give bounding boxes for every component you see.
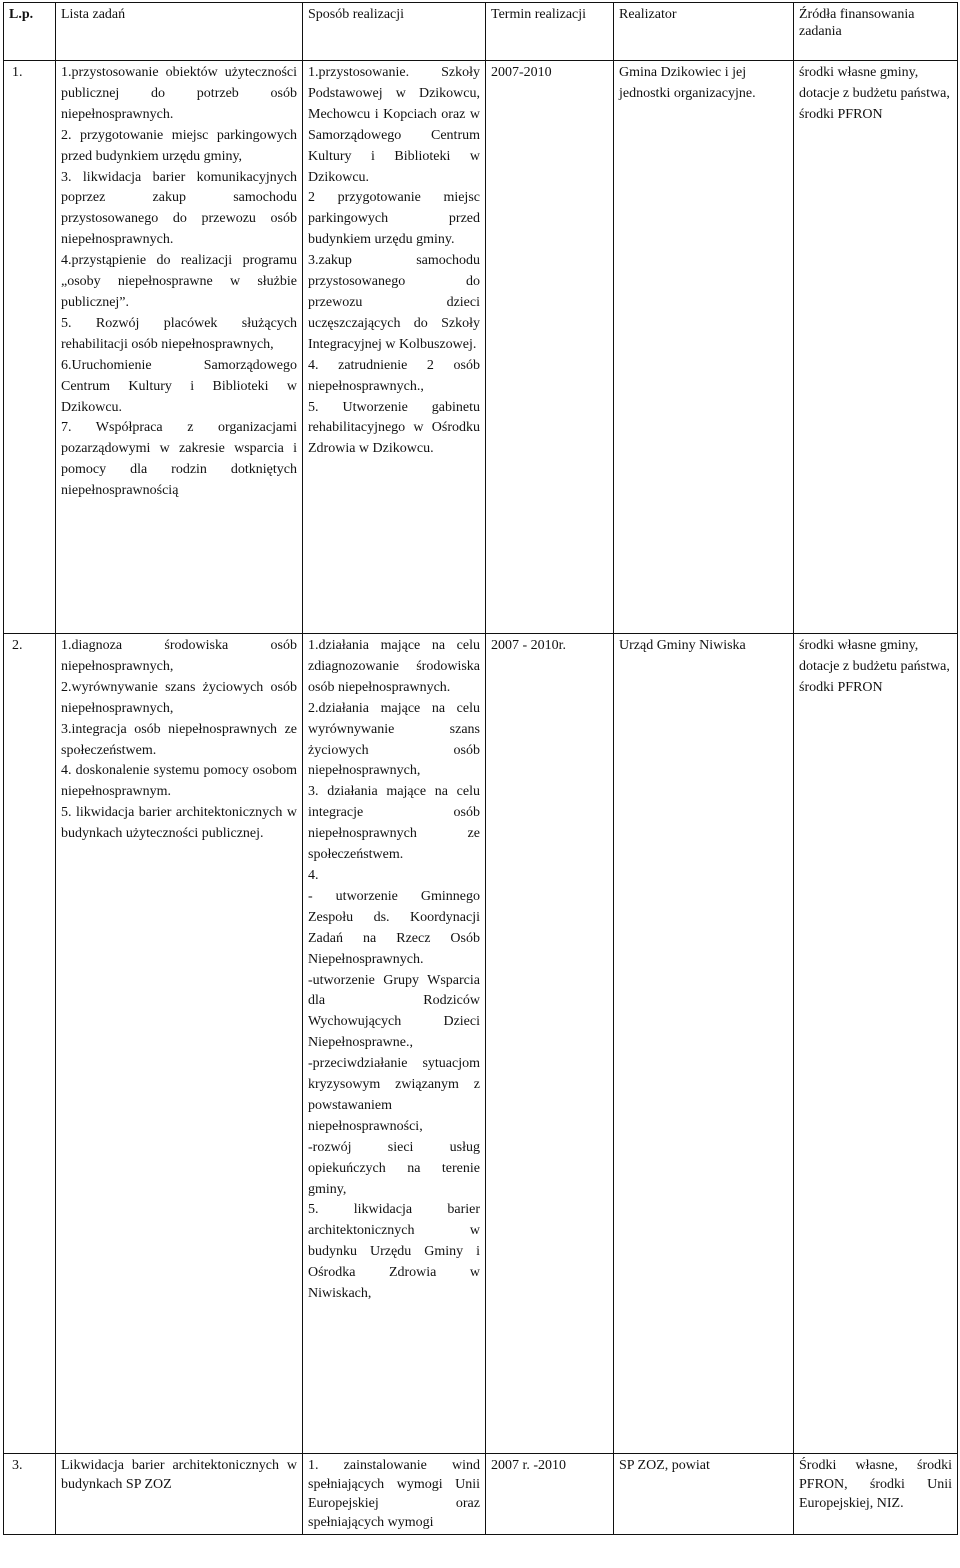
task-item: 4.przystąpienie do realizacji programu „osoby niepełnosprawne w służbie publicznej”. <box>61 253 297 310</box>
method-item: 2.działania mające na celu wyrównywanie szans życiowych osób niepełnosprawnych, <box>308 700 480 779</box>
method-item: 2 przygotowanie miejsc parkingowych przed budynkiem urzędu gminy. <box>308 190 480 248</box>
table-row <box>4 61 958 634</box>
method-item: - utworzenie Gminnego Zespołu ds. Koordynacji Zadań na Rzecz Osób Niepełnosprawnych. <box>308 888 480 967</box>
row-funding: środki własne gminy, dotacje z budżetu państwa, środki PFRON <box>794 634 958 1454</box>
table-row <box>4 1454 958 1535</box>
method-item: 3. działania mające na celu integracje osób niepełnosprawnych ze społeczeństwem. <box>308 784 480 863</box>
method-item: 1.działania mające na celu zdiagnozowanie środowiska osób niepełnosprawnych. <box>308 638 480 695</box>
header-funding: Źródła finansowania zadania <box>794 3 958 61</box>
task-item: 3.integracja osób niepełnosprawnych ze społeczeństwem. <box>61 721 297 758</box>
method-item: 1. zainstalowanie wind spełniających wymogi Unii Europejskiej oraz spełniających wymogi <box>308 1458 480 1530</box>
method-item: -utworzenie Grupy Wsparcia dla Rodziców Wychowujących Dzieci Niepełnosprawne., <box>308 972 480 1051</box>
task-item: 5. likwidacja barier architektonicznych w budynkach użyteczności publicznej. <box>61 805 297 842</box>
row-lp: 1. <box>4 61 56 634</box>
method-item: 5. likwidacja barier architektonicznych w budynku Urzędu Gminy i Ośrodka Zdrowia w Niwiskach, <box>308 1202 480 1302</box>
row-funding: środki własne gminy, dotacje z budżetu państwa, środki PFRON <box>794 61 958 634</box>
header-method: Sposób realizacji <box>303 3 486 61</box>
row-tasks <box>56 61 303 634</box>
method-item: 3.zakup samochodu przystosowanego do przewozu dzieci uczęszczających do Szkoły Integracyjnej w Kolbuszowej. <box>308 253 480 352</box>
row-tasks <box>56 1454 303 1535</box>
method-item: 5. Utworzenie gabinetu rehabilitacyjnego w Ośrodku Zdrowia w Dzikowcu. <box>308 399 480 457</box>
table-row <box>4 634 958 1454</box>
task-item: 2. przygotowanie miejsc parkingowych przed budynkiem urzędu gminy, <box>61 127 297 164</box>
row-term: 2007-2010 <box>486 61 614 634</box>
row-term: 2007 - 2010r. <box>486 634 614 1454</box>
row-method <box>303 61 486 634</box>
task-item: 2.wyrównywanie szans życiowych osób niepełnosprawnych, <box>61 679 297 716</box>
row-funding: Środki własne, środki PFRON, środki Unii Europejskiej, NIZ. <box>794 1454 958 1535</box>
row-executor: SP ZOZ, powiat <box>614 1454 794 1535</box>
task-item: 4. doskonalenie systemu pomocy osobom niepełnosprawnym. <box>61 763 297 800</box>
header-executor: Realizator <box>614 3 794 61</box>
task-item: 3. likwidacja barier komunikacyjnych poprzez zakup samochodu przystosowanego do przewozu osób niepełnosprawnych. <box>61 169 297 248</box>
row-method <box>303 634 486 1454</box>
row-tasks <box>56 634 303 1454</box>
row-method <box>303 1454 486 1535</box>
method-item: 4. zatrudnienie 2 osób niepełnosprawnych., <box>308 357 480 394</box>
tasks-table <box>3 2 958 1535</box>
header-tasks: Lista zadań <box>56 3 303 61</box>
row-lp: 3. <box>4 1454 56 1535</box>
method-item: 1.przystosowanie. Szkoły Podstawowej w Dzikowcu, Mechowcu i Kopciach oraz w Samorządowego Centrum Kultury i Biblioteki w Dzikowcu. <box>308 65 480 185</box>
method-item: -rozwój sieci usług opiekuńczych na terenie gminy, <box>308 1139 480 1197</box>
task-item: Likwidacja barier architektonicznych w budynkach SP ZOZ <box>61 1458 297 1492</box>
row-executor: Urząd Gminy Niwiska <box>614 634 794 1454</box>
task-item: 7. Współpraca z organizacjami pozarządowymi w zakresie wsparcia i pomocy dla rodzin dotkniętych niepełnosprawnością <box>61 420 297 499</box>
header-term: Termin realizacji <box>486 3 614 61</box>
table-header-row <box>4 3 958 61</box>
row-term: 2007 r. -2010 <box>486 1454 614 1535</box>
row-lp: 2. <box>4 634 56 1454</box>
task-item: 1.przystosowanie obiektów użyteczności publicznej do potrzeb osób niepełnosprawnych. <box>61 65 297 122</box>
header-lp: L.p. <box>4 3 56 61</box>
row-executor: Gmina Dzikowiec i jej jednostki organizacyjne. <box>614 61 794 634</box>
task-item: 6.Uruchomienie Samorządowego Centrum Kultury i Biblioteki w Dzikowcu. <box>61 357 297 415</box>
task-item: 5. Rozwój placówek służących rehabilitacji osób niepełnosprawnych, <box>61 315 297 352</box>
task-item: 1.diagnoza środowiska osób niepełnosprawnych, <box>61 638 297 674</box>
method-item: -przeciwdziałanie sytuacjom kryzysowym związanym z powstawaniem niepełnosprawności, <box>308 1056 480 1134</box>
method-item: 4. <box>308 867 319 883</box>
